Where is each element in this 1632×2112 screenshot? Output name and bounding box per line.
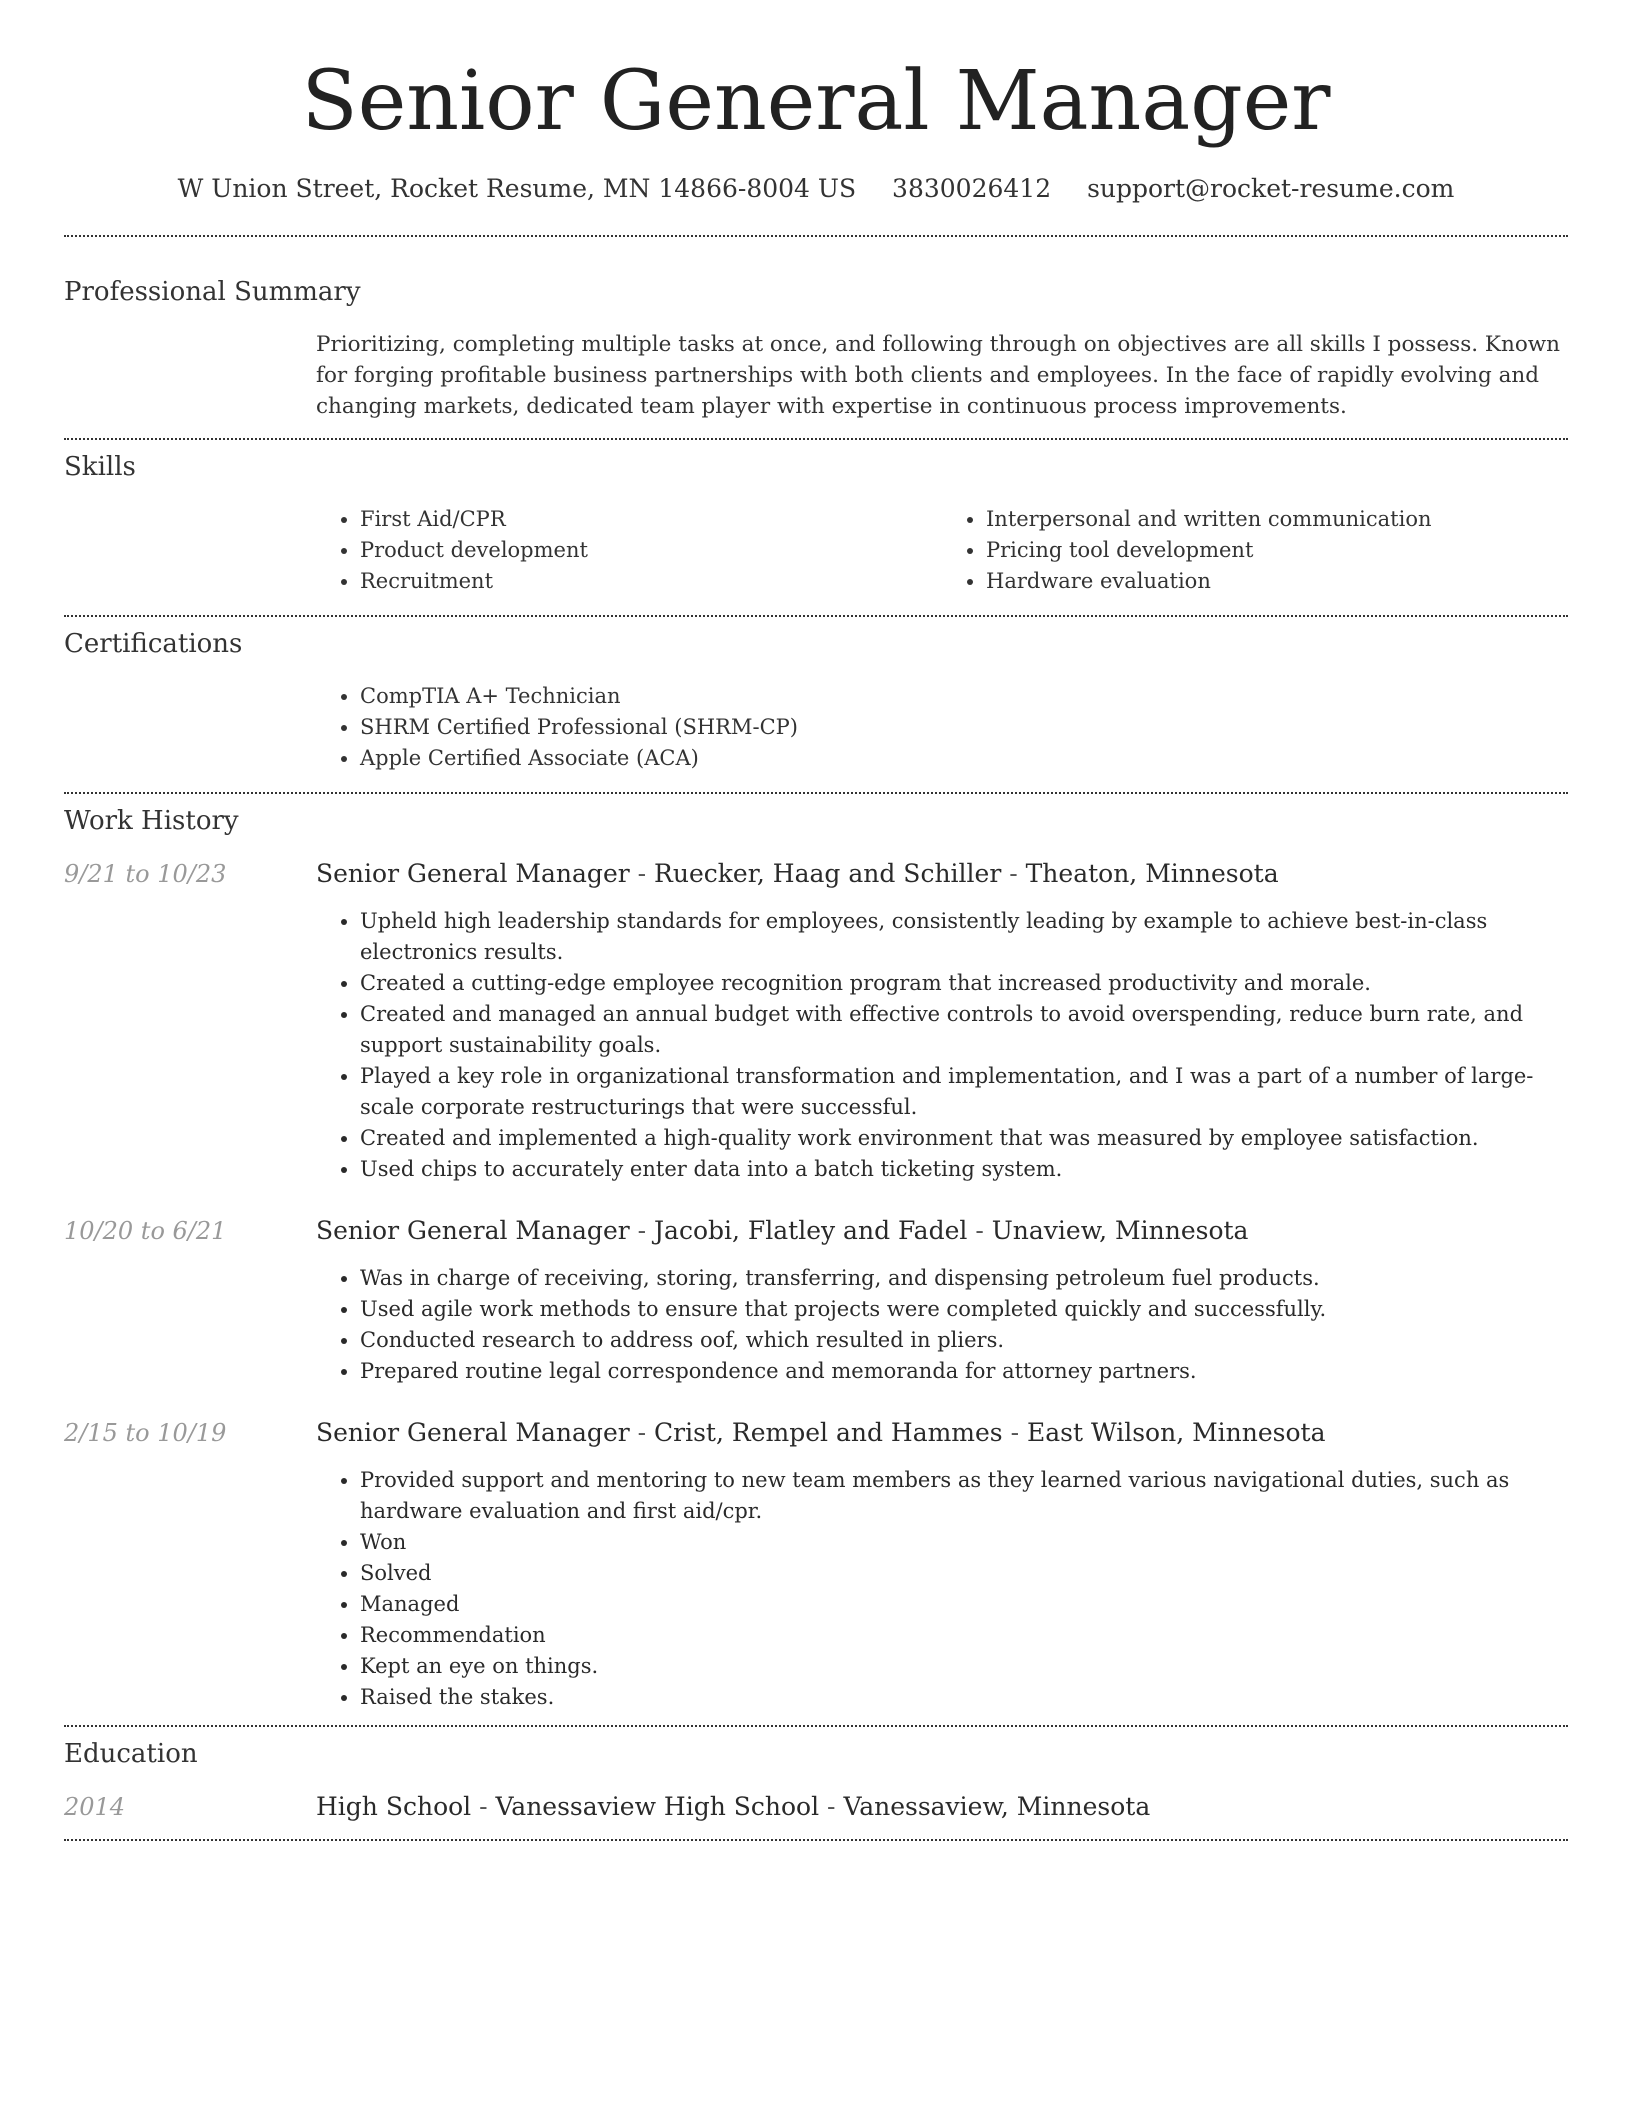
skills-column-1 <box>316 504 942 597</box>
certification-item: • Apple Certified Associate (ACA) <box>360 743 1568 774</box>
title-separator: - <box>629 1216 655 1245</box>
education-degree: High School <box>316 1792 472 1821</box>
job-bullets <box>316 906 1568 1185</box>
certifications-section <box>64 617 1568 774</box>
job-location: East Wilson, Minnesota <box>1026 1418 1326 1447</box>
job-entry <box>64 1417 1568 1713</box>
education-title <box>316 1791 1568 1823</box>
job-date: 2/15 to 10/19 <box>64 1419 227 1447</box>
section-title-skills: Skills <box>64 452 136 482</box>
skills-column-2 <box>942 504 1568 597</box>
job-bullets <box>316 1263 1568 1387</box>
summary-section <box>64 237 1568 422</box>
education-location: Vanessaview, Minnesota <box>843 1792 1151 1821</box>
skill-item: • Product development <box>360 535 942 566</box>
job-bullets <box>316 1465 1568 1713</box>
education-school: Vanessaview High School <box>495 1792 820 1821</box>
title-separator: - <box>629 1418 655 1447</box>
title-separator: - <box>819 1792 844 1821</box>
job-entry <box>64 1215 1568 1387</box>
section-title-work-history: Work History <box>64 806 239 836</box>
job-company: Crist, Rempel and Hammes <box>654 1418 1003 1447</box>
job-title <box>316 1215 1568 1247</box>
job-bullet: • Conducted research to address oof, which resulted in pliers. <box>360 1325 1568 1356</box>
education-entry <box>64 1791 1568 1823</box>
certifications-list <box>316 681 1568 774</box>
email: support@rocket-resume.com <box>1087 174 1455 203</box>
skill-item: • Interpersonal and written communication <box>986 504 1568 535</box>
job-role: Senior General Manager <box>316 1418 630 1447</box>
job-bullet: • Provided support and mentoring to new team members as they learned various navigational duties, such as hardware evaluation and first aid/cpr. <box>360 1465 1568 1527</box>
title-separator: - <box>471 1792 496 1821</box>
job-bullet: • Solved <box>360 1558 1568 1589</box>
job-location: Theaton, Minnesota <box>1025 859 1279 888</box>
job-bullet: • Recommendation <box>360 1620 1568 1651</box>
job-date: 10/20 to 6/21 <box>64 1217 227 1245</box>
job-title <box>316 1417 1568 1449</box>
skills-section <box>64 440 1568 597</box>
job-bullet: • Prepared routine legal correspondence and memoranda for attorney partners. <box>360 1356 1568 1387</box>
job-body <box>316 1417 1568 1713</box>
title-separator: - <box>629 859 655 888</box>
job-bullet: • Won <box>360 1527 1568 1558</box>
education-section <box>64 1727 1568 1823</box>
divider <box>64 1839 1568 1841</box>
job-body <box>316 1215 1568 1387</box>
job-role: Senior General Manager <box>316 1216 630 1245</box>
job-bullet: • Upheld high leadership standards for employees, consistently leading by example to achieve best-in-class electronics results. <box>360 906 1568 968</box>
job-company: Ruecker, Haag and Schiller <box>654 859 1002 888</box>
job-title <box>316 858 1568 890</box>
title-separator: - <box>1002 1418 1027 1447</box>
certification-item: • CompTIA A+ Technician <box>360 681 1568 712</box>
job-bullet: • Was in charge of receiving, storing, transferring, and dispensing petroleum fuel products. <box>360 1263 1568 1294</box>
job-date: 9/21 to 10/23 <box>64 860 227 888</box>
job-bullet: • Managed <box>360 1589 1568 1620</box>
skill-item: • Hardware evaluation <box>986 566 1568 597</box>
job-bullet: • Kept an eye on things. <box>360 1651 1568 1682</box>
title-separator: - <box>967 1216 992 1245</box>
title-separator: - <box>1001 859 1026 888</box>
skill-item: • Pricing tool development <box>986 535 1568 566</box>
job-bullet: • Used agile work methods to ensure that projects were completed quickly and successfully. <box>360 1294 1568 1325</box>
skill-item: • First Aid/CPR <box>360 504 942 535</box>
job-bullet: • Created and implemented a high-quality work environment that was measured by employee satisfaction. <box>360 1123 1568 1154</box>
job-location: Unaview, Minnesota <box>991 1216 1249 1245</box>
education-date: 2014 <box>64 1793 126 1821</box>
candidate-name: Senior General Manager <box>301 54 1331 149</box>
section-title-summary: Professional Summary <box>64 277 361 307</box>
certifications-list-wrap <box>316 681 1568 774</box>
address: W Union Street, Rocket Resume, MN 14866-8004 US <box>177 174 857 203</box>
section-title-education: Education <box>64 1739 198 1769</box>
job-bullet: • Created a cutting-edge employee recognition program that increased productivity and morale. <box>360 968 1568 999</box>
job-company: Jacobi, Flatley and Fadel <box>654 1216 968 1245</box>
work-history-section <box>64 794 1568 1713</box>
job-body <box>316 858 1568 1185</box>
job-list <box>64 858 1568 1713</box>
job-bullet: • Played a key role in organizational transformation and implementation, and I was a part of a number of large-scale corporate restructurings that were successful. <box>360 1061 1568 1123</box>
skills-list <box>316 504 1568 597</box>
skill-item: • Recruitment <box>360 566 942 597</box>
contact-line <box>64 174 1568 203</box>
resume-header <box>64 0 1568 203</box>
job-entry <box>64 858 1568 1185</box>
job-role: Senior General Manager <box>316 859 630 888</box>
certification-item: • SHRM Certified Professional (SHRM-CP) <box>360 712 1568 743</box>
job-bullet: • Raised the stakes. <box>360 1682 1568 1713</box>
job-bullet: • Created and managed an annual budget with effective controls to avoid overspending, reduce burn rate, and support sustainability goals. <box>360 999 1568 1061</box>
phone: 3830026412 <box>892 174 1052 203</box>
section-title-certifications: Certifications <box>64 629 243 659</box>
summary-text: Prioritizing, completing multiple tasks at once, and following through on objectives are all skills I possess. Known for forging profitable business partnerships with both clients and employees. In the face of rapidly evolving and changing markets, dedicated team player with expertise in continuous process improvements. <box>316 332 1561 419</box>
job-bullet: • Used chips to accurately enter data into a batch ticketing system. <box>360 1154 1568 1185</box>
education-list <box>64 1791 1568 1823</box>
